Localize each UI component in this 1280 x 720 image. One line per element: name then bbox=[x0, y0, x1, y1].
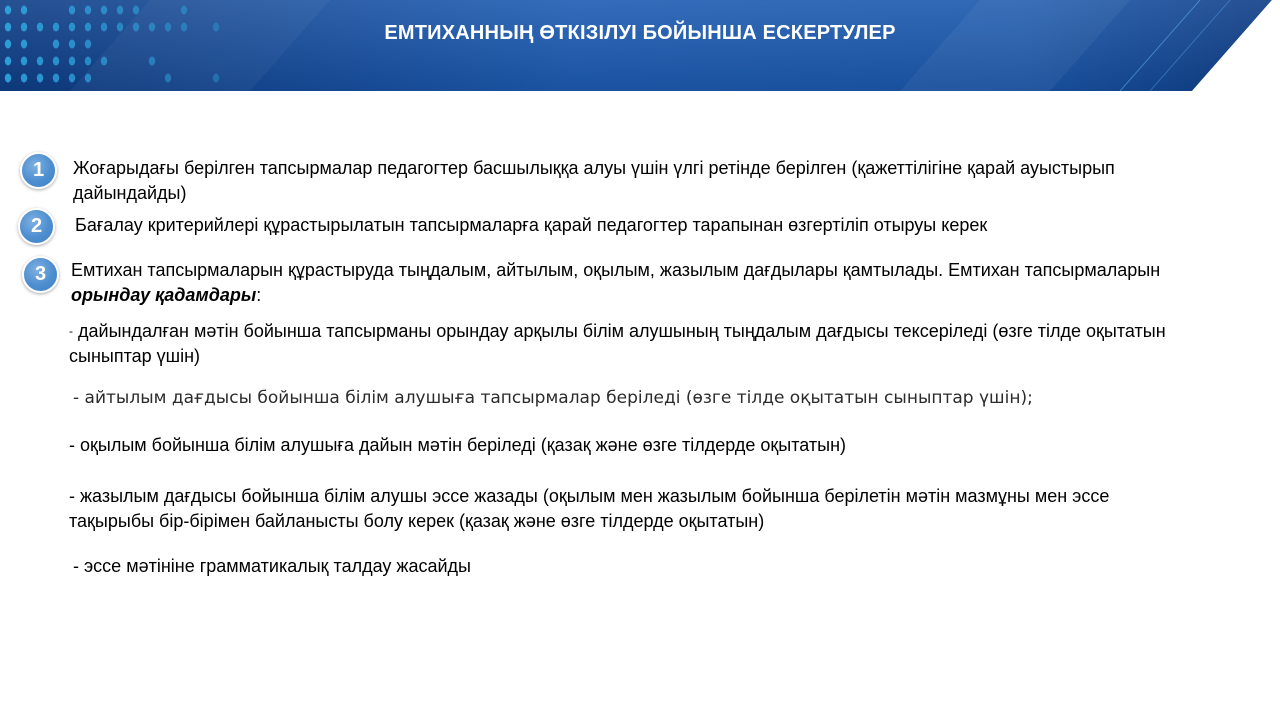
decorative-dot bbox=[85, 57, 91, 66]
step-number-badge-2: 2 bbox=[18, 208, 55, 245]
decorative-dot bbox=[5, 74, 11, 83]
decorative-dot bbox=[37, 74, 43, 83]
note-3-colon: : bbox=[256, 285, 262, 305]
decorative-dot bbox=[69, 57, 75, 66]
decorative-dot bbox=[101, 57, 107, 66]
step-writing-text: - жазылым дағдысы бойынша білім алушы эссе жазады (оқылым мен жазылым бойынша берілетін мәтін мазмұны мен эссе тақырыбы бір-бірімен байланысты болу керек (қазақ және өзге тілдерде оқытатын) bbox=[69, 486, 1110, 531]
note-3-emphasis: орындау қадамдары bbox=[71, 285, 257, 305]
step-listening-dash: - bbox=[69, 324, 73, 338]
decorative-dot bbox=[133, 6, 139, 15]
decorative-dot bbox=[69, 6, 75, 15]
note-2-text: Бағалау критерийлері құрастырылатын тапсырмаларға қарай педагогтер тарапынан өзгертіліп отыруы керек bbox=[75, 215, 988, 235]
step-reading-text: - оқылым бойынша білім алушыға дайын мәтін беріледі (қазақ және өзге тілдерде оқытатын) bbox=[69, 435, 846, 455]
decorative-dot bbox=[5, 57, 11, 66]
decorative-dot bbox=[21, 57, 27, 66]
decorative-dot bbox=[213, 74, 219, 83]
note-3-text-main: Емтихан тапсырмаларын құрастыруда тыңдалым, айтылым, оқылым, жазылым дағдылары қамтылады. Емтихан тапсырмаларын bbox=[71, 260, 1161, 280]
step-grammar-text: - эссе мәтініне грамматикалық талдау жасайды bbox=[73, 556, 471, 576]
decorative-dot bbox=[101, 6, 107, 15]
decorative-dot bbox=[117, 6, 123, 15]
step-speaking-text: - айтылым дағдысы бойынша білім алушыға тапсырмалар беріледі (өзге тілде оқытатын сыныптар үшін); bbox=[73, 388, 1033, 408]
note-1-text: Жоғарыдағы берілген тапсырмалар педагогтер басшылыққа алуы үшін үлгі ретінде берілген (қажеттілігіне қарай ауыстырып дайындайды) bbox=[73, 158, 1115, 203]
step-listening bbox=[69, 319, 1179, 369]
decorative-dot bbox=[181, 6, 187, 15]
decorative-dot bbox=[53, 74, 59, 83]
step-listening-text: дайындалған мәтін бойынша тапсырманы орындау арқылы білім алушының тыңдалым дағдысы тексеріледі (өзге тілде оқытатын сыныптар үшін) bbox=[69, 321, 1166, 366]
header-banner bbox=[0, 0, 1280, 91]
note-3-text bbox=[71, 258, 1211, 308]
step-number-badge-1: 1 bbox=[20, 152, 57, 189]
decorative-dot bbox=[85, 6, 91, 15]
decorative-dot bbox=[5, 6, 11, 15]
decorative-dot bbox=[21, 74, 27, 83]
decorative-dot bbox=[69, 74, 75, 83]
decorative-dot bbox=[53, 57, 59, 66]
decorative-dot bbox=[85, 74, 91, 83]
decorative-dot bbox=[21, 6, 27, 15]
decorative-dot bbox=[37, 57, 43, 66]
decorative-dot bbox=[149, 57, 155, 66]
header-background bbox=[0, 0, 1280, 91]
decorative-dot bbox=[165, 74, 171, 83]
page-title: ЕМТИХАННЫҢ ӨТКІЗІЛУІ БОЙЫНША ЕСКЕРТУЛЕР bbox=[384, 22, 896, 44]
step-number-badge-3: 3 bbox=[22, 256, 59, 293]
